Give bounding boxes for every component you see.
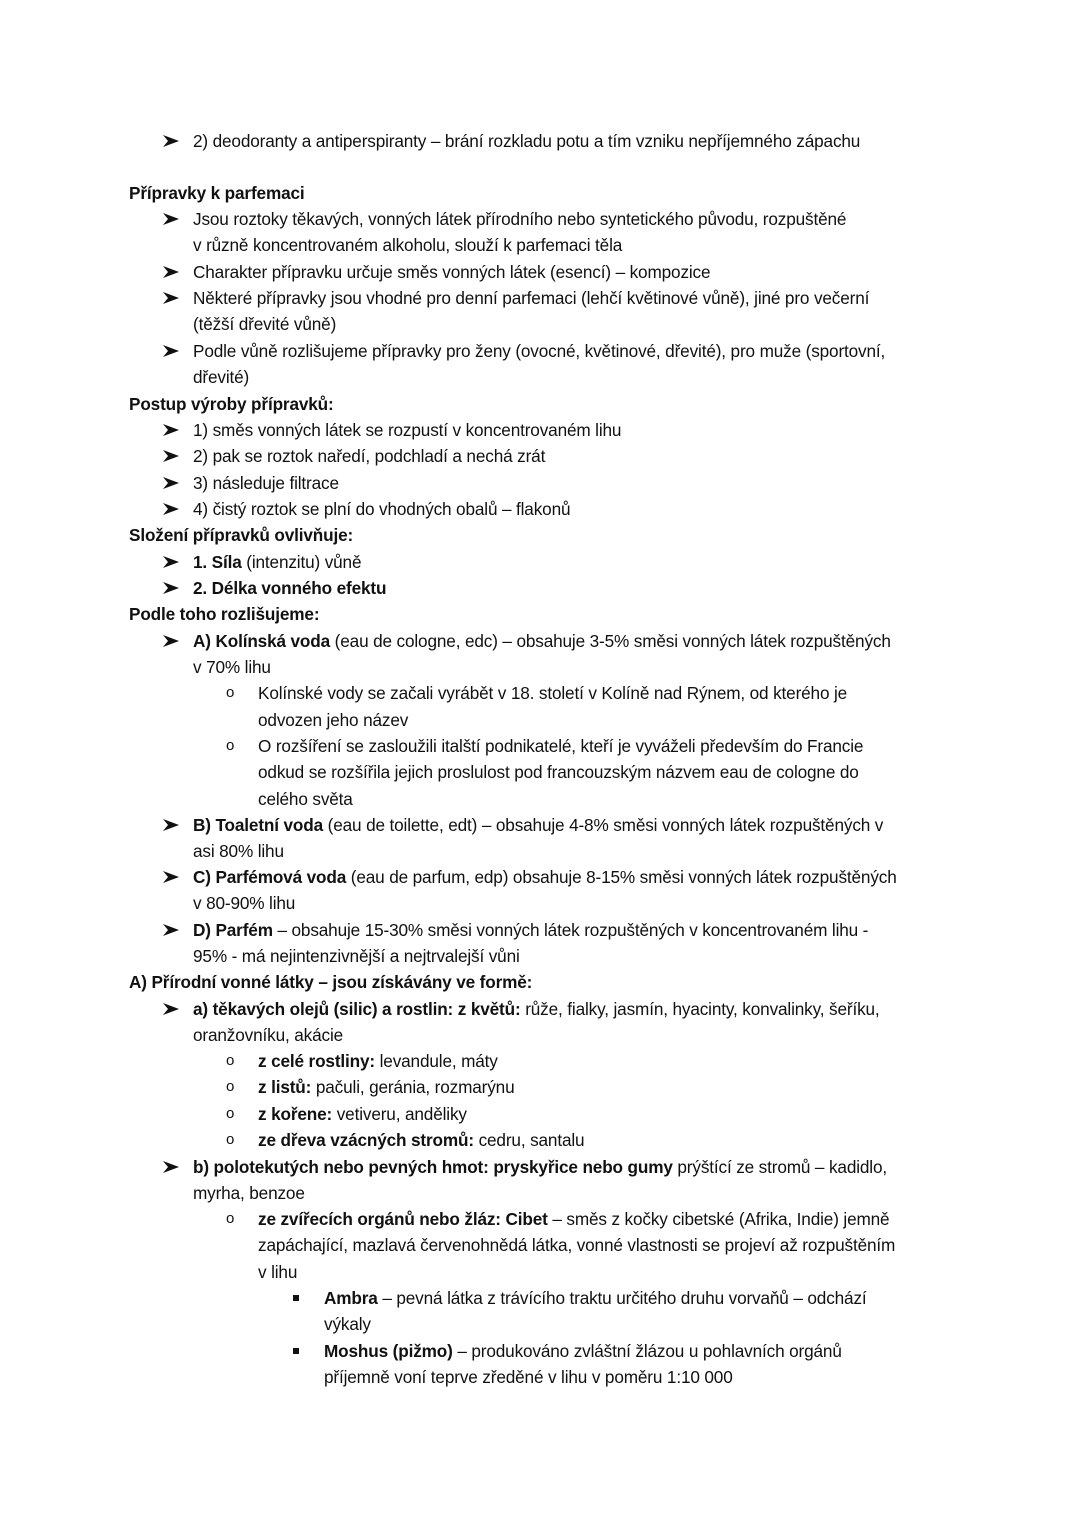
hollow-circle-bullet-icon: o — [226, 1052, 235, 1069]
section-heading-rozlisujeme: Podle toho rozlišujeme: — [129, 604, 320, 624]
list-item — [193, 575, 386, 601]
list-item-continuation: (těžší dřevité vůně) — [193, 314, 337, 334]
arrowhead-bullet-icon — [162, 864, 180, 890]
item-term: Moshus (pižmo) — [324, 1341, 453, 1361]
list-item-parfemova-voda — [193, 864, 897, 890]
arrowhead-bullet-icon — [162, 443, 180, 469]
arrowhead-bullet-icon — [162, 259, 180, 285]
item-text: – pevná látka z trávícího traktu určitého druhu vorvaňů – odchází — [377, 1288, 867, 1308]
hollow-circle-bullet-icon: o — [226, 1210, 235, 1227]
sub-list-item — [258, 1127, 584, 1153]
item-text: (intenzitu) vůně — [241, 552, 362, 572]
arrowhead-bullet-icon — [162, 996, 180, 1022]
item-term: 1. Síla — [193, 552, 242, 572]
sub-sub-list-item-moshus — [324, 1338, 842, 1364]
item-term: B) Toaletní voda — [193, 815, 324, 835]
item-text: prýštící ze stromů – kadidlo, — [672, 1157, 888, 1177]
list-item-toaletni-voda — [193, 812, 883, 838]
item-term: b) polotekutých nebo pevných hmot: pryskyřice nebo gumy — [193, 1157, 673, 1177]
list-item: 2) deodoranty a antiperspiranty – brání rozkladu potu a tím vzniku nepříjemného zápachu — [193, 131, 861, 151]
item-text: – směs z kočky cibetské (Afrika, Indie) jemně — [547, 1209, 890, 1229]
list-item-kolinska-voda — [193, 628, 891, 654]
item-text: – obsahuje 15-30% směsi vonných látek rozpuštěných v koncentrovaném lihu - — [272, 920, 869, 940]
section-heading-prirodni: A) Přírodní vonné látky – jsou získávány ve formě: — [129, 972, 533, 992]
list-item — [193, 549, 361, 575]
list-item: 2) pak se roztok naředí, podchladí a nechá zrát — [193, 446, 546, 466]
square-bullet-icon — [293, 1338, 299, 1364]
sub-list-item-continuation: odvozen jeho název — [258, 710, 409, 730]
arrowhead-bullet-icon — [162, 285, 180, 311]
item-term: D) Parfém — [193, 920, 273, 940]
arrowhead-bullet-icon — [162, 549, 180, 575]
sub-list-item: Kolínské vody se začali vyrábět v 18. století v Kolíně nad Rýnem, od kterého je — [258, 683, 848, 703]
square-bullet-icon — [293, 1285, 299, 1311]
arrowhead-bullet-icon — [162, 417, 180, 443]
arrowhead-bullet-icon — [162, 496, 180, 522]
hollow-circle-bullet-icon: o — [226, 1131, 235, 1148]
arrowhead-bullet-icon — [162, 128, 180, 154]
list-item-tekave-oleje — [193, 996, 880, 1022]
list-item-continuation: v 70% lihu — [193, 657, 271, 677]
list-item-continuation: myrha, benzoe — [193, 1183, 305, 1203]
hollow-circle-bullet-icon: o — [226, 1078, 235, 1095]
sub-list-item-cibet — [258, 1206, 889, 1232]
item-term: A) Kolínská voda — [193, 631, 331, 651]
sub-list-item-continuation: zapáchající, mazlavá červenohnědá látka, vonné vlastnosti se projeví až rozpuštěním — [258, 1235, 896, 1255]
hollow-circle-bullet-icon: o — [226, 1105, 235, 1122]
list-item: Jsou roztoky těkavých, vonných látek přírodního nebo syntetického původu, rozpuštěné — [193, 209, 847, 229]
list-item-continuation: dřevité) — [193, 367, 250, 387]
list-item: 3) následuje filtrace — [193, 473, 339, 493]
list-item-continuation: asi 80% lihu — [193, 841, 284, 861]
arrowhead-bullet-icon — [162, 812, 180, 838]
list-item-continuation: 95% - má nejintenzivnější a nejtrvalejší vůni — [193, 946, 520, 966]
item-term: a) těkavých olejů (silic) a rostlin: z květů: — [193, 999, 521, 1019]
section-heading-postup: Postup výroby přípravků: — [129, 394, 334, 414]
item-term: ze zvířecích orgánů nebo žláz: Cibet — [258, 1209, 548, 1229]
list-item-continuation: v různě koncentrovaném alkoholu, slouží k parfemaci těla — [193, 235, 623, 255]
section-heading-parfemace: Přípravky k parfemaci — [129, 183, 305, 203]
arrowhead-bullet-icon — [162, 575, 180, 601]
list-item-parfem — [193, 917, 868, 943]
sub-sub-list-item-continuation: výkaly — [324, 1314, 371, 1334]
item-text: – produkováno zvláštní žlázou u pohlavních orgánů — [452, 1341, 842, 1361]
sub-sub-list-item-continuation: příjemně voní teprve zředěné v lihu v poměru 1:10 000 — [324, 1367, 733, 1387]
sub-list-item-continuation: celého světa — [258, 789, 353, 809]
list-item: Charakter přípravku určuje směs vonných látek (esencí) – kompozice — [193, 262, 711, 282]
item-term: ze dřeva vzácných stromů: — [258, 1130, 474, 1150]
list-item: Podle vůně rozlišujeme přípravky pro ženy (ovocné, květinové, dřevité), pro muže (sportovní, — [193, 341, 886, 361]
list-item-continuation: v 80-90% lihu — [193, 893, 296, 913]
list-item-polotekute-hmoty — [193, 1154, 887, 1180]
arrowhead-bullet-icon — [162, 917, 180, 943]
sub-sub-list-item-ambra — [324, 1285, 867, 1311]
item-text: (eau de cologne, edc) – obsahuje 3-5% směsi vonných látek rozpuštěných — [330, 631, 891, 651]
sub-list-item — [258, 1101, 467, 1127]
list-item: 1) směs vonných látek se rozpustí v koncentrovaném lihu — [193, 420, 622, 440]
item-text: vetiveru, anděliky — [332, 1104, 467, 1124]
item-term: z kořene: — [258, 1104, 333, 1124]
item-text: cedru, santalu — [473, 1130, 585, 1150]
item-text: levandule, máty — [375, 1051, 498, 1071]
item-term: C) Parfémová voda — [193, 867, 347, 887]
sub-list-item: O rozšíření se zasloužili italští podnikatelé, kteří je vyváželi především do Francie — [258, 736, 864, 756]
section-heading-slozeni: Složení přípravků ovlivňuje: — [129, 525, 354, 545]
arrowhead-bullet-icon — [162, 338, 180, 364]
item-text: (eau de toilette, edt) – obsahuje 4-8% směsi vonných látek rozpuštěných v — [323, 815, 884, 835]
arrowhead-bullet-icon — [162, 1154, 180, 1180]
item-text: pačuli, geránia, rozmarýnu — [311, 1077, 515, 1097]
sub-list-item-continuation: v lihu — [258, 1262, 298, 1282]
list-item-continuation: oranžovníku, akácie — [193, 1025, 344, 1045]
sub-list-item — [258, 1074, 515, 1100]
arrowhead-bullet-icon — [162, 470, 180, 496]
item-term: z listů: — [258, 1077, 312, 1097]
item-term: z celé rostliny: — [258, 1051, 375, 1071]
item-text: růže, fialky, jasmín, hyacinty, konvalinky, šeříku, — [520, 999, 880, 1019]
sub-list-item-continuation: odkud se rozšířila jejich proslulost pod francouzským názvem eau de cologne do — [258, 762, 859, 782]
sub-list-item — [258, 1048, 498, 1074]
hollow-circle-bullet-icon: o — [226, 737, 235, 754]
hollow-circle-bullet-icon: o — [226, 684, 235, 701]
list-item: Některé přípravky jsou vhodné pro denní parfemaci (lehčí květinové vůně), jiné pro večerní — [193, 288, 870, 308]
item-text: (eau de parfum, edp) obsahuje 8-15% směsi vonných látek rozpuštěných — [346, 867, 897, 887]
list-item: 4) čistý roztok se plní do vhodných obalů – flakonů — [193, 499, 571, 519]
item-term: 2. Délka vonného efektu — [193, 578, 387, 598]
item-term: Ambra — [324, 1288, 378, 1308]
arrowhead-bullet-icon — [162, 628, 180, 654]
arrowhead-bullet-icon — [162, 206, 180, 232]
